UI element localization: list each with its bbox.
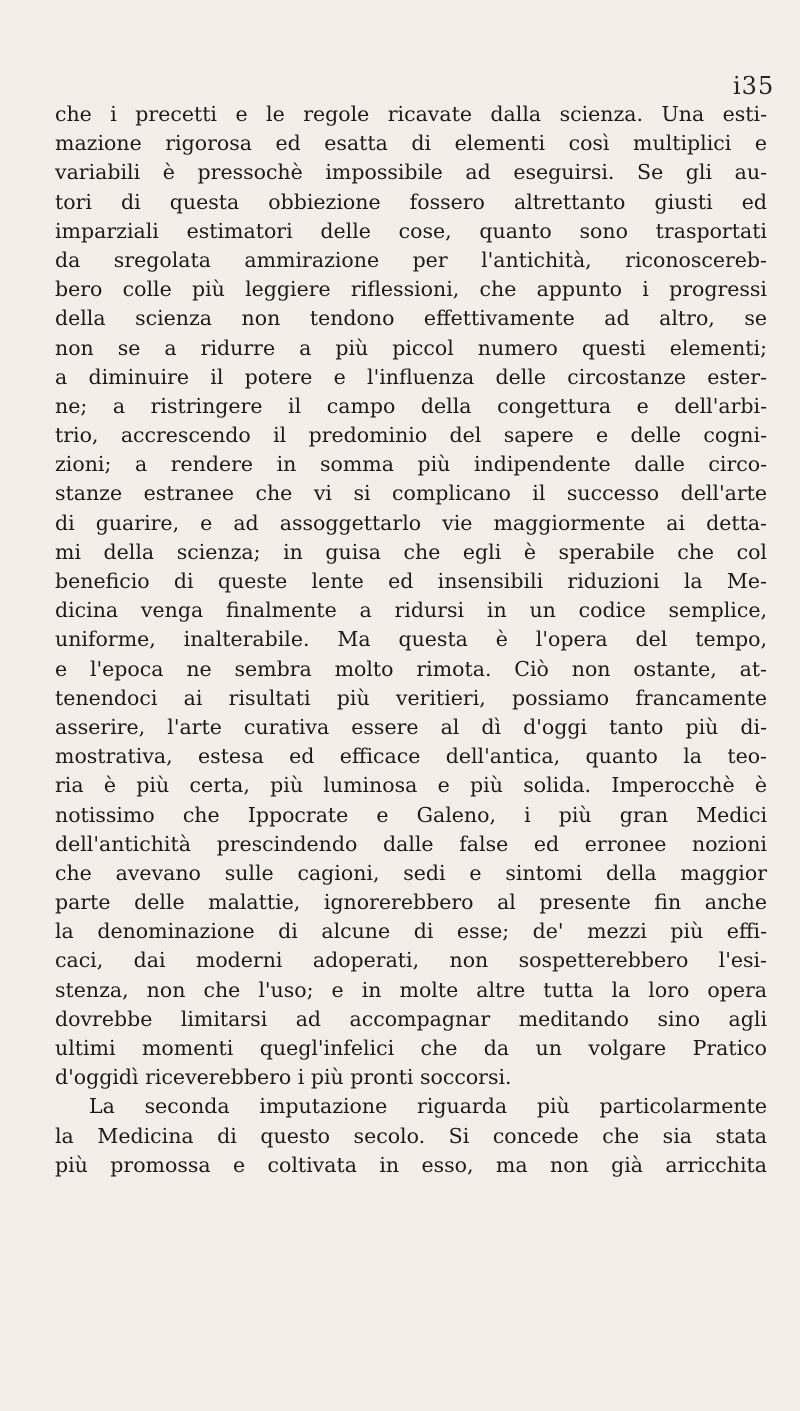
text-line: caci, dai moderni adoperati, non sospetterebbero l'esi- xyxy=(55,948,767,973)
text-line: bero colle più leggiere riflessioni, che appunto i progressi xyxy=(55,277,767,302)
text-line: asserire, l'arte curativa essere al dì d'oggi tanto più di- xyxy=(55,714,767,739)
text-line: la Medicina di questo secolo. Si concede che sia stata xyxy=(55,1123,767,1148)
text-line: dicina venga finalmente a ridursi in un codice semplice, xyxy=(55,598,767,623)
paragraph-start-line: La seconda imputazione riguarda più particolarmente xyxy=(89,1094,767,1119)
text-line: beneficio di queste lente ed insensibili riduzioni la Me- xyxy=(55,569,767,593)
text-line: uniforme, inalterabile. Ma questa è l'opera del tempo, xyxy=(55,627,767,652)
text-line: della scienza non tendono effettivamente ad altro, se xyxy=(55,306,767,331)
text-line: mi della scienza; in guisa che egli è sperabile che col xyxy=(55,539,767,564)
paragraph-end-line: d'oggidì riceverebbero i più pronti soccorsi. xyxy=(55,1065,512,1090)
text-line: più promossa e coltivata in esso, ma non già arricchita xyxy=(55,1152,767,1177)
text-line: non se a ridurre a più piccol numero questi elementi; xyxy=(55,335,767,360)
text-line: variabili è pressochè impossibile ad eseguirsi. Se gli au- xyxy=(55,160,767,185)
text-line: stanze estranee che vi si complicano il successo dell'arte xyxy=(55,481,767,506)
text-line: a diminuire il potere e l'influenza delle circostanze ester- xyxy=(55,364,767,389)
text-line: imparziali estimatori delle cose, quanto sono trasportati xyxy=(55,218,767,243)
text-line: che i precetti e le regole ricavate dalla scienza. Una esti- xyxy=(55,102,767,126)
text-line: ultimi momenti quegl'infelici che da un volgare Pratico xyxy=(55,1036,767,1060)
text-line: parte delle malattie, ignorerebbero al presente fin anche xyxy=(55,890,767,915)
text-line: ria è più certa, più luminosa e più solida. Imperocchè è xyxy=(55,773,767,798)
text-line: di guarire, e ad assoggettarlo vie maggiormente ai detta- xyxy=(55,510,767,535)
text-line: e l'epoca ne sembra molto rimota. Ciò non ostante, at- xyxy=(55,656,767,681)
page-number: i35 xyxy=(733,72,775,100)
text-line: notissimo che Ippocrate e Galeno, i più gran Medici xyxy=(55,802,767,827)
body-text xyxy=(55,100,767,1180)
text-line: tori di questa obbiezione fossero altrettanto giusti ed xyxy=(55,189,767,214)
text-line: mostrativa, estesa ed efficace dell'antica, quanto la teo- xyxy=(55,744,767,769)
text-line: dovrebbe limitarsi ad accompagnar meditando sino agli xyxy=(55,1006,767,1031)
text-line: trio, accrescendo il predominio del sapere e delle cogni- xyxy=(55,423,767,448)
text-line: che avevano sulle cagioni, sedi e sintomi della maggior xyxy=(55,860,767,885)
text-line: da sregolata ammirazione per l'antichità, riconoscereb- xyxy=(55,247,767,272)
text-line: dell'antichità prescindendo dalle false ed erronee nozioni xyxy=(55,831,767,856)
text-line: ne; a ristringere il campo della congettura e dell'arbi- xyxy=(55,393,767,418)
text-line: tenendoci ai risultati più veritieri, possiamo francamente xyxy=(55,685,767,710)
text-line: la denominazione di alcune di esse; de' mezzi più effi- xyxy=(55,919,767,944)
text-line: mazione rigorosa ed esatta di elementi così multiplici e xyxy=(55,131,767,156)
text-line: stenza, non che l'uso; e in molte altre tutta la loro opera xyxy=(55,977,767,1002)
text-line: zioni; a rendere in somma più indipendente dalle circo- xyxy=(55,452,767,477)
